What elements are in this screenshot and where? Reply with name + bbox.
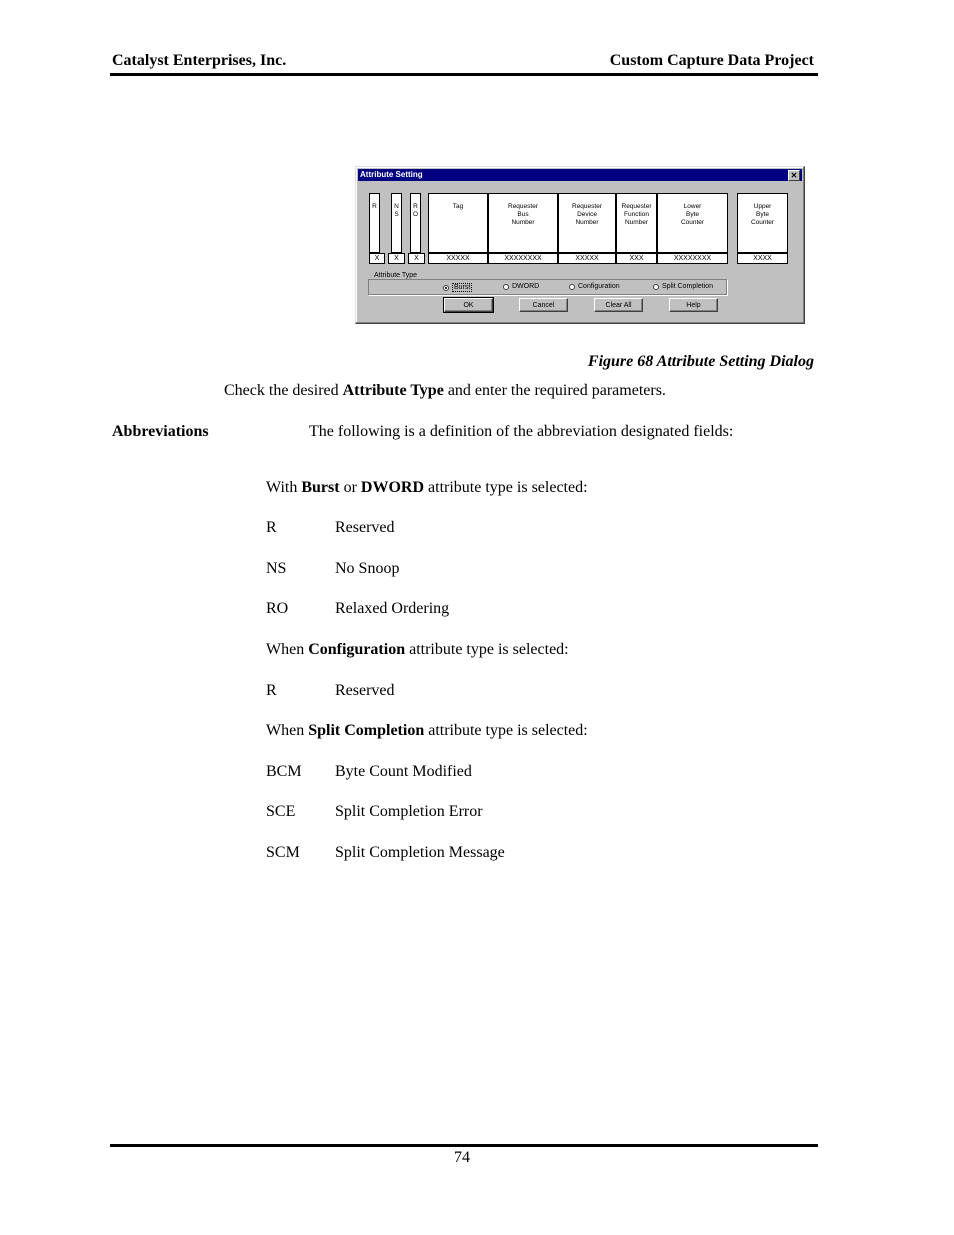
field-device-number[interactable]: XXXXX xyxy=(558,253,616,264)
radio-selected-icon xyxy=(443,285,449,291)
attribute-setting-dialog xyxy=(355,166,805,324)
help-button[interactable]: Help xyxy=(669,298,718,312)
column-header-tag: Tag xyxy=(428,193,488,253)
instruction-text: Check the desired Attribute Type and enter the required parameters. xyxy=(224,382,666,399)
cancel-button[interactable]: Cancel xyxy=(519,298,568,312)
footer-rule xyxy=(110,1144,818,1147)
abbrev-definition: Split Completion Error xyxy=(335,803,483,820)
close-icon[interactable]: ✕ xyxy=(788,170,800,181)
abbrev-term: SCM xyxy=(266,844,300,861)
abbrev-definition: Byte Count Modified xyxy=(335,763,472,780)
abbrev-definition: Reserved xyxy=(335,519,395,536)
column-header-bus-number: Requester Bus Number xyxy=(488,193,558,253)
field-bus-number[interactable]: XXXXXXXX xyxy=(488,253,558,264)
abbrev-term: NS xyxy=(266,560,287,577)
header-company: Catalyst Enterprises, Inc. xyxy=(112,52,287,69)
abbreviations-heading: Abbreviations xyxy=(112,423,209,440)
column-header-lower-byte-counter: Lower Byte Counter xyxy=(657,193,728,253)
column-header-device-number: Requester Device Number xyxy=(558,193,616,253)
radio-split-completion-label: Split Completion xyxy=(662,283,713,290)
abbrev-term: BCM xyxy=(266,763,302,780)
abbrev-term: SCE xyxy=(266,803,296,820)
field-r[interactable]: X xyxy=(369,253,385,264)
dialog-titlebar xyxy=(358,169,802,181)
field-lower-byte-counter[interactable]: XXXXXXXX xyxy=(657,253,728,264)
radio-dword[interactable] xyxy=(503,283,539,290)
ok-button[interactable]: OK xyxy=(444,298,493,312)
abbrev-definition: Reserved xyxy=(335,682,395,699)
dialog-title: Attribute Setting xyxy=(360,170,423,179)
radio-burst-label: Burst xyxy=(454,284,471,291)
column-header-upper-byte-counter: Upper Byte Counter xyxy=(737,193,788,253)
attribute-type-label: Attribute Type xyxy=(374,272,418,279)
radio-split-completion[interactable] xyxy=(653,283,713,290)
header-rule xyxy=(110,73,818,76)
abbrev-definition: No Snoop xyxy=(335,560,400,577)
radio-icon xyxy=(503,284,509,290)
field-tag[interactable]: XXXXX xyxy=(428,253,488,264)
figure-caption: Figure 68 Attribute Setting Dialog xyxy=(587,353,814,370)
section-split-completion: When Split Completion attribute type is selected: xyxy=(266,722,588,739)
page-number: 74 xyxy=(454,1149,470,1166)
abbrev-definition: Split Completion Message xyxy=(335,844,505,861)
section-configuration: When Configuration attribute type is selected: xyxy=(266,641,569,658)
header-project: Custom Capture Data Project xyxy=(609,52,814,69)
field-ro[interactable]: X xyxy=(408,253,425,264)
column-header-ro: R O xyxy=(410,193,421,253)
field-upper-byte-counter[interactable]: XXXX xyxy=(737,253,788,264)
field-function-number[interactable]: XXX xyxy=(616,253,657,264)
clear-all-button[interactable]: Clear All xyxy=(594,298,643,312)
radio-icon xyxy=(569,284,575,290)
column-header-function-number: Requester Function Number xyxy=(616,193,657,253)
radio-icon xyxy=(653,284,659,290)
abbrev-definition: Relaxed Ordering xyxy=(335,600,450,617)
abbrev-term: R xyxy=(266,519,277,536)
radio-dword-label: DWORD xyxy=(512,283,540,290)
radio-configuration[interactable] xyxy=(569,283,620,290)
abbrev-term: R xyxy=(266,682,277,699)
abbrev-term: RO xyxy=(266,600,289,617)
column-header-ns: N S xyxy=(391,193,402,253)
abbreviations-intro: The following is a definition of the abbreviation designated fields: xyxy=(309,423,734,440)
section-burst-dword: With Burst or DWORD attribute type is selected: xyxy=(266,479,588,496)
column-header-r: R xyxy=(369,193,380,253)
radio-configuration-label: Configuration xyxy=(578,283,620,290)
field-ns[interactable]: X xyxy=(388,253,405,264)
radio-burst[interactable] xyxy=(443,283,472,292)
